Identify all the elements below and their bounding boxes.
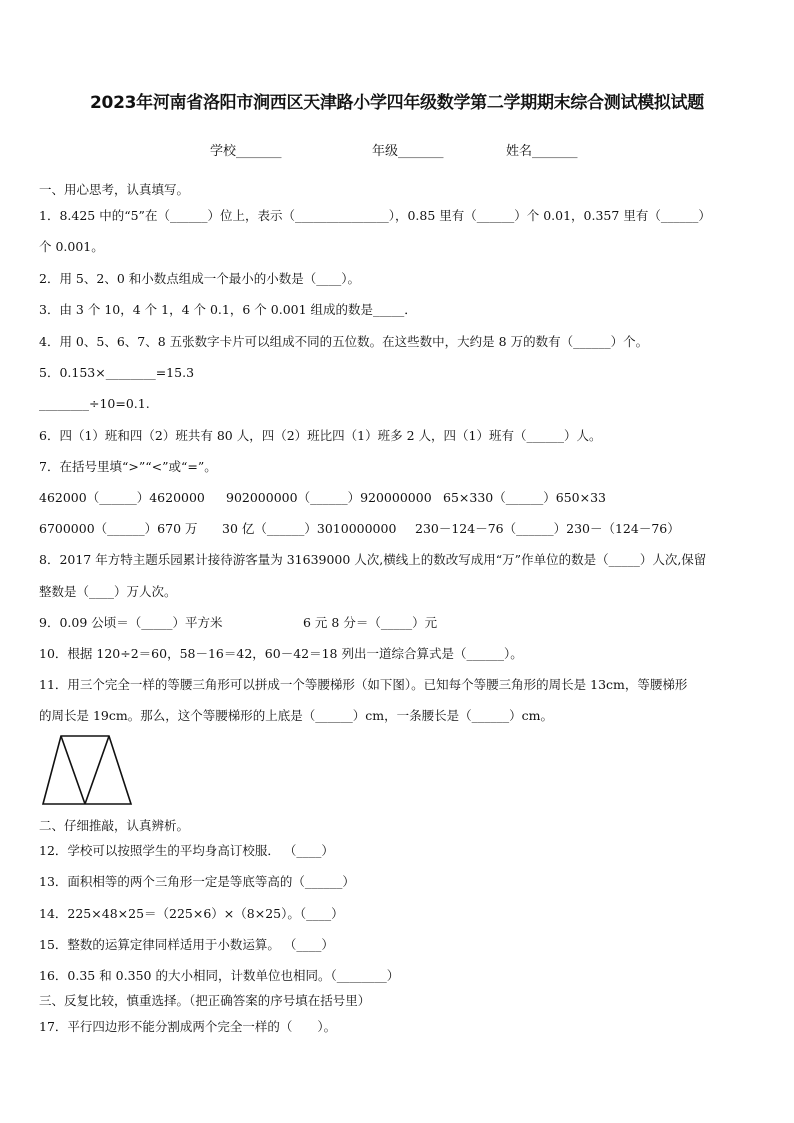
- question-4: 4．用 0、5、6、7、8 五张数字卡片可以组成不同的五位数。在这些数中，大约是 8 万的数有（______）个。: [39, 334, 649, 349]
- question-9b: 6 元 8 分＝（_____）元: [303, 615, 438, 630]
- section-1-heading: 一、用心思考，认真填写。: [39, 182, 190, 197]
- question-10: 10．根据 120÷2＝60，58－16＝42，60－42＝18 列出一道综合算式是（______）。: [39, 646, 523, 661]
- question-7: 7．在括号里填“>”“<”或“=”。: [39, 459, 217, 474]
- section-3-heading: 三、反复比较，慎重选择。（把正确答案的序号填在括号里）: [39, 993, 371, 1008]
- question-11-cont: 的周长是 19cm。那么，这个等腰梯形的上底是（______）cm，一条腰长是（______）cm。: [39, 708, 553, 723]
- question-15: 15．整数的运算定律同样适用于小数运算。 （____）: [39, 937, 334, 952]
- school-field: 学校_______: [210, 144, 282, 159]
- question-8-cont: 整数是（____）万人次。: [39, 584, 177, 599]
- question-2: 2．用 5、2、0 和小数点组成一个最小的小数是（____）。: [39, 271, 361, 286]
- question-16: 16．0.35 和 0.350 的大小相同，计数单位也相同。（________）: [39, 968, 400, 983]
- page-title: 2023年河南省洛阳市涧西区天津路小学四年级数学第二学期期末综合测试模拟试题: [90, 93, 704, 113]
- question-5-cont: ________÷10=0.1.: [39, 396, 150, 411]
- q7-item: 902000000（______）920000000: [226, 490, 432, 505]
- q7-item: 6700000（______）670 万: [39, 521, 198, 536]
- q7-item: 65×330（______）650×33: [443, 490, 606, 505]
- question-6: 6．四（1）班和四（2）班共有 80 人，四（2）班比四（1）班多 2 人，四（1）班有（______）人。: [39, 428, 602, 443]
- name-field: 姓名_______: [506, 144, 578, 159]
- question-11: 11．用三个完全一样的等腰三角形可以拼成一个等腰梯形（如下图）。已知每个等腰三角形的周长是 13cm，等腰梯形: [39, 677, 688, 692]
- grade-field: 年级_______: [372, 144, 444, 159]
- trapezoid-figure: [39, 734, 135, 806]
- question-9a: 9．0.09 公顷＝（_____）平方米: [39, 615, 223, 630]
- q7-item: 462000（______）4620000: [39, 490, 205, 505]
- question-12: 12．学校可以按照学生的平均身高订校服． （____）: [39, 843, 334, 858]
- question-14: 14．225×48×25＝（225×6）×（8×25）。（____）: [39, 906, 344, 921]
- q7-item: 30 亿（______）3010000000: [222, 521, 397, 536]
- question-3: 3．由 3 个 10，4 个 1，4 个 0.1，6 个 0.001 组成的数是_____．: [39, 302, 417, 317]
- question-1-cont: 个 0.001。: [39, 239, 104, 254]
- question-5: 5．0.153×________=15.3: [39, 365, 195, 380]
- question-13: 13．面积相等的两个三角形一定是等底等高的（______）: [39, 874, 355, 889]
- question-8: 8．2017 年方特主题乐园累计接待游客量为 31639000 人次,横线上的数改写成用“万”作单位的数是（_____）人次,保留: [39, 552, 707, 567]
- section-2-heading: 二、仔细推敲，认真辨析。: [39, 818, 190, 833]
- q7-item: 230－124－76（______）230－（124－76）: [415, 521, 680, 536]
- question-17: 17．平行四边形不能分割成两个完全一样的（ ）。: [39, 1019, 337, 1034]
- question-1: 1．8.425 中的“5”在（______）位上，表示（_______________），0.85 里有（______）个 0.01，0.357 里有（______）: [39, 208, 711, 223]
